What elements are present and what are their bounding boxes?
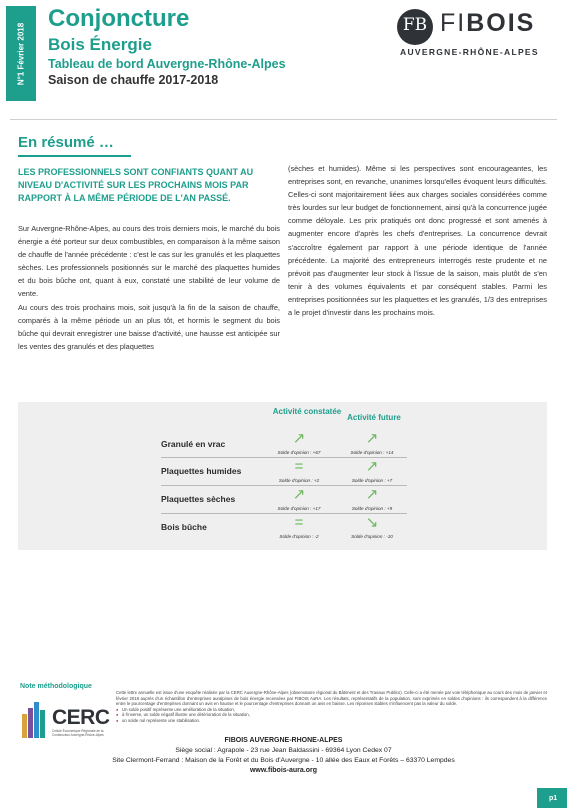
header-divider <box>10 119 557 120</box>
arrow-up-right-icon: ↗ <box>365 486 379 503</box>
arrow-down-right-icon: ↘ <box>365 514 379 531</box>
solde-constatee: Solde d'opinion : +17 <box>277 506 321 511</box>
logo-region: AUVERGNE-RHÔNE-ALPES <box>400 47 539 57</box>
note-text <box>116 690 547 724</box>
page-number-tab <box>537 788 567 808</box>
fibois-logo-text: FIBOIS <box>440 9 536 37</box>
header-activite-constatee: Activité constatée <box>272 407 342 416</box>
page-title: Conjoncture <box>48 5 190 32</box>
cerc-logo-text: CERC <box>52 706 110 729</box>
solde-constatee: Solde d'opinion : -2 <box>279 534 319 539</box>
summary-paragraph: (sèches et humides). Même si les perspectives sont encourageantes, les entreprises sont, en revanche, unanimes lorsqu'elles évoquent leurs difficultés. Celles-ci sont majoritairement liées aux charges sociales considérées comme très lourdes sur leur budget de fonctionnement, ainsi qu'à la concurrence jugée comme déloyale. Les prix pratiqués ont donc progressé et sont amenés à augmenter encore d'après les chefs d'entreprises. La concurrence devrait s'accroître également par rapport à une période identique de l'année précédente. La majorité des entrepreneurs interrogés reste prudente et ne prévoit pas d'augmenter leur stock à l'issue de la saison, mais plutôt de s'en tenir à des volumes équivalents et par conséquent stables. Parmi les entreprises positionnées sur les plaquettes et les granulés, 1/3 des entreprises a le projet d'investir dans les prochains mois. <box>288 164 547 318</box>
note-bullet: ● à l'inverse, un solde négatif illustre une détérioration de la situation, <box>116 712 547 718</box>
arrow-up-right-icon: ↗ <box>292 430 306 447</box>
summary-title: En résumé … <box>18 134 114 151</box>
note-title: Note méthodologique <box>20 683 92 690</box>
summary-underline <box>18 155 131 157</box>
row-label-bois-buche: Bois bûche <box>161 522 207 532</box>
arrow-up-right-icon: ↗ <box>365 430 379 447</box>
dashboard-title: Tableau de bord Auvergne-Rhône-Alpes <box>48 57 286 71</box>
page-subtitle: Bois Énergie <box>48 35 152 54</box>
footer-org: FIBOIS AUVERGNE-RHONE-ALPES <box>224 737 343 744</box>
footer-address-2: Site Clermont-Ferrand : Maison de la Forêt et du Bois d'Auvergne - 10 allée des Eaux et Forêts – 63370 Lempdes <box>112 757 455 764</box>
summary-paragraph: Sur Auvergne-Rhône-Alpes, au cours des trois derniers mois, le marché du bois énergie a été porteur sur deux combustibles, en comparaison à la même saison de chauffe de l'année précédente : c'est le cas sur les granulés et les plaquettes sèches. Les professionnels positionnés sur le marché des plaquettes humides et du bois bûche ont, quant à eux, constaté une stabilité de leur volume de vente. <box>18 224 280 299</box>
season-title: Saison de chauffe 2017-2018 <box>48 73 219 87</box>
row-label-plaquettes-seches: Plaquettes sèches <box>161 494 236 504</box>
cerc-logo-subtitle: Cellule Économique Régionale de la Construction Auvergne-Rhône-Alpes <box>52 729 104 737</box>
issue-label: N°1 Février 2018 <box>16 22 26 85</box>
fibois-logo-icon: FB <box>397 9 433 45</box>
row-label-granule: Granulé en vrac <box>161 439 226 449</box>
solde-future: Solde d'opinion : +7 <box>351 478 393 483</box>
summary-column-1 <box>18 222 280 353</box>
arrow-up-right-icon: ↗ <box>365 458 379 475</box>
solde-constatee: Solde d'opinion : +67 <box>277 450 321 455</box>
issue-tab <box>6 6 36 101</box>
activity-table <box>18 402 547 550</box>
header-activite-future: Activité future <box>347 413 401 422</box>
page-number: p1 <box>549 795 558 802</box>
row-label-plaquettes-humides: Plaquettes humides <box>161 466 242 476</box>
equals-icon: = <box>294 514 304 531</box>
summary-column-2 <box>288 162 547 319</box>
equals-icon: = <box>294 458 304 475</box>
note-bullet: ● un solde nul représente une stabilisation. <box>116 718 547 724</box>
note-bullet: ● Un solde positif représente une amélioration de la situation, <box>116 707 547 713</box>
footer-address: Siège social : Agrapole - 23 rue Jean Baldassini - 69364 Lyon Cedex 07 <box>175 747 392 754</box>
note-paragraph: Cette lettre annuelle est issue d'une enquête réalisée par la CERC Auvergne-Rhône-Alpes (observatoire régional du Bâtiment et des Travaux Publics). Celle-ci a été menée par voie téléphonique au cours des mois de janvier et février 2018 auprès d'un échantillon d'entreprises auralpines de bois énergie recensées par FIBOIS AuRA. Les résultats, représentatifs de la population, sont exprimés en soldes d'opinions : ils correspondent à la différence entre le pourcentage d'entreprises donnant un avis en hausse et le pourcentage d'entreprises donnant un avis en baisse. Les réponses stables n'influencent pas la valeur du solde. <box>116 690 547 707</box>
summary-paragraph: Au cours des trois prochains mois, soit jusqu'à la fin de la saison de chauffe, comparés à la même période un an plus tôt, et hormis le segment du bois bûche qui devrait enregistrer une baisse d'activité, une hausse est anticipée sur les ventes des granulés et des plaquettes <box>18 302 280 351</box>
summary-lead: LES PROFESSIONNELS SONT CONFIANTS QUANT AU NIVEAU D'ACTIVITÉ SUR LES PROCHAINS MOIS PAR RAPPORT À LA MÊME PÉRIODE DE L'AN PASSÉ. <box>18 167 254 203</box>
footer-website-link[interactable]: www.fibois-aura.org <box>249 767 318 774</box>
solde-constatee: Solde d'opinion : +2 <box>278 478 320 483</box>
arrow-up-right-icon: ↗ <box>292 486 306 503</box>
solde-future: Solde d'opinion : +14 <box>350 450 394 455</box>
solde-future: Solde d'opinion : -10 <box>351 534 393 539</box>
solde-future: Solde d'opinion : +9 <box>351 506 393 511</box>
cerc-logo-icon <box>22 702 48 738</box>
